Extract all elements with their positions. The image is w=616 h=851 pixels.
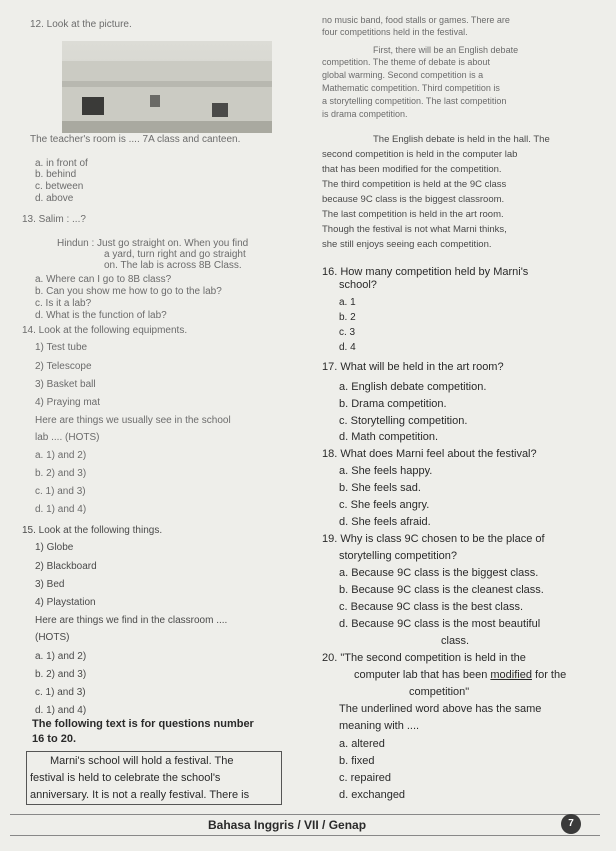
q12-option-c[interactable]: c. between (35, 181, 84, 192)
q16-option-a[interactable]: a. 1 (339, 297, 356, 308)
passage-line: a storytelling competition. The last competition (322, 96, 507, 106)
q16-prompt: 16. How many competition held by Marni's (322, 266, 529, 278)
passage-line: is drama competition. (322, 109, 408, 119)
passage-line: she still enjoys seeing each competition. (322, 239, 492, 250)
q16-option-c[interactable]: c. 3 (339, 327, 356, 338)
footer-divider (10, 835, 600, 836)
q14-option-d[interactable]: d. 1) and 4) (35, 504, 87, 515)
q17-option-d[interactable]: d. Math competition. (339, 431, 439, 443)
q19-option-c[interactable]: c. Because 9C class is the best class. (339, 601, 524, 613)
q13-dialog-line: on. The lab is across 8B Class. (104, 260, 242, 271)
q14-option-c[interactable]: c. 1) and 3) (35, 486, 86, 497)
q20-prompt: computer lab that has been modified for the (354, 669, 567, 681)
q15-item: 3) Bed (35, 579, 65, 590)
q15-option-d[interactable]: d. 1) and 4) (35, 705, 87, 716)
q20-option-d[interactable]: d. exchanged (339, 789, 406, 801)
q18-prompt: 18. What does Marni feel about the festival? (322, 448, 537, 460)
q13-option-a[interactable]: a. Where can I go to 8B class? (35, 274, 172, 285)
passage-line: second competition is held in the computer lab (322, 149, 518, 160)
q13-dialog-line: a yard, turn right and go straight (104, 249, 246, 260)
q18-option-d[interactable]: d. She feels afraid. (339, 516, 431, 528)
q17-prompt: 17. What will be held in the art room? (322, 361, 504, 373)
passage-line: Mathematic competition. Third competition is (322, 83, 500, 93)
q14-item: 1) Test tube (35, 342, 88, 353)
q15-option-b[interactable]: b. 2) and 3) (35, 669, 87, 680)
passage-line: no music band, food stalls or games. There are (322, 15, 510, 25)
passage-line: The last competition is held in the art room. (322, 209, 504, 220)
q15-item: 1) Globe (35, 542, 74, 553)
q14-option-b[interactable]: b. 2) and 3) (35, 468, 87, 479)
passage-line: Though the festival is not what Marni thinks, (322, 224, 507, 235)
q13-prompt: 13. Salim : ...? (22, 214, 86, 225)
q20-prompt: 20. "The second competition is held in the (322, 652, 526, 664)
q14-stem: Here are things we usually see in the school (35, 415, 231, 426)
q12-option-d[interactable]: d. above (35, 193, 74, 204)
passage-line: global warming. Second competition is a (322, 70, 484, 80)
q16-option-b[interactable]: b. 2 (339, 312, 356, 323)
q13-option-b[interactable]: b. Can you show me how to go to the lab? (35, 286, 222, 297)
passage-line: First, there will be an English debate (373, 45, 519, 55)
q15-item: 2) Blackboard (35, 561, 97, 572)
underlined-word: modified (490, 669, 532, 681)
q13-dialog-line: Hindun : Just go straight on. When you find (57, 238, 249, 249)
q19-prompt: 19. Why is class 9C chosen to be the place of (322, 533, 545, 545)
q17-option-c[interactable]: c. Storytelling competition. (339, 415, 468, 427)
q16-prompt: school? (339, 279, 377, 291)
passage-line: The third competition is held at the 9C class (322, 179, 507, 190)
q20-stem: The underlined word above has the same (339, 703, 542, 715)
q14-item: 2) Telescope (35, 361, 92, 372)
passage-line: Marni's school will hold a festival. The (50, 755, 234, 767)
footer-divider (10, 814, 600, 815)
q19-option-d-cont: class. (441, 635, 470, 647)
reading-intro: The following text is for questions number (32, 718, 254, 730)
q14-item: 3) Basket ball (35, 379, 96, 390)
q15-prompt: 15. Look at the following things. (22, 525, 163, 536)
q20-option-a[interactable]: a. altered (339, 738, 385, 750)
passage-line: competition. The theme of debate is about (322, 57, 490, 67)
q19-prompt: storytelling competition? (339, 550, 458, 562)
q17-option-a[interactable]: a. English debate competition. (339, 381, 487, 393)
q13-option-d[interactable]: d. What is the function of lab? (35, 310, 167, 321)
q16-option-d[interactable]: d. 4 (339, 342, 356, 353)
q15-item: 4) Playstation (35, 597, 96, 608)
q18-option-c[interactable]: c. She feels angry. (339, 499, 430, 511)
q14-prompt: 14. Look at the following equipments. (22, 325, 188, 336)
q15-stem: (HOTS) (35, 632, 70, 643)
q14-stem: lab .... (HOTS) (35, 432, 100, 443)
q14-option-a[interactable]: a. 1) and 2) (35, 450, 87, 461)
q12-stem: The teacher's room is .... 7A class and canteen. (30, 134, 241, 145)
q12-option-a[interactable]: a. in front of (35, 158, 88, 169)
q17-option-b[interactable]: b. Drama competition. (339, 398, 447, 410)
footer-text: Bahasa Inggris / VII / Genap (208, 818, 367, 832)
q18-option-a[interactable]: a. She feels happy. (339, 465, 433, 477)
passage-line: The English debate is held in the hall. The (373, 134, 550, 145)
reading-intro: 16 to 20. (32, 733, 77, 745)
q12-option-b[interactable]: b. behind (35, 169, 77, 180)
passage-line: because 9C class is the biggest classroom. (322, 194, 505, 205)
q13-option-c[interactable]: c. Is it a lab? (35, 298, 92, 309)
q20-option-c[interactable]: c. repaired (339, 772, 391, 784)
q18-option-b[interactable]: b. She feels sad. (339, 482, 421, 494)
q20-stem: meaning with .... (339, 720, 420, 732)
passage-line: anniversary. It is not a really festival. There is (30, 789, 250, 801)
school-building-picture (62, 41, 272, 133)
q20-option-b[interactable]: b. fixed (339, 755, 375, 767)
q14-item: 4) Praying mat (35, 397, 101, 408)
q12-prompt: 12. Look at the picture. (30, 19, 132, 30)
q20-prompt: competition" (409, 686, 470, 698)
page-logo: 7 (561, 814, 581, 834)
passage-line: festival is held to celebrate the school's (30, 772, 221, 784)
passage-line: four competitions held in the festival. (322, 27, 468, 37)
q15-option-a[interactable]: a. 1) and 2) (35, 651, 87, 662)
q15-option-c[interactable]: c. 1) and 3) (35, 687, 86, 698)
q19-option-a[interactable]: a. Because 9C class is the biggest class. (339, 567, 539, 579)
q19-option-b[interactable]: b. Because 9C class is the cleanest class. (339, 584, 544, 596)
q19-option-d[interactable]: d. Because 9C class is the most beautiful (339, 618, 541, 630)
passage-line: that has been modified for the competition. (322, 164, 502, 175)
q15-stem: Here are things we find in the classroom .... (35, 615, 228, 626)
